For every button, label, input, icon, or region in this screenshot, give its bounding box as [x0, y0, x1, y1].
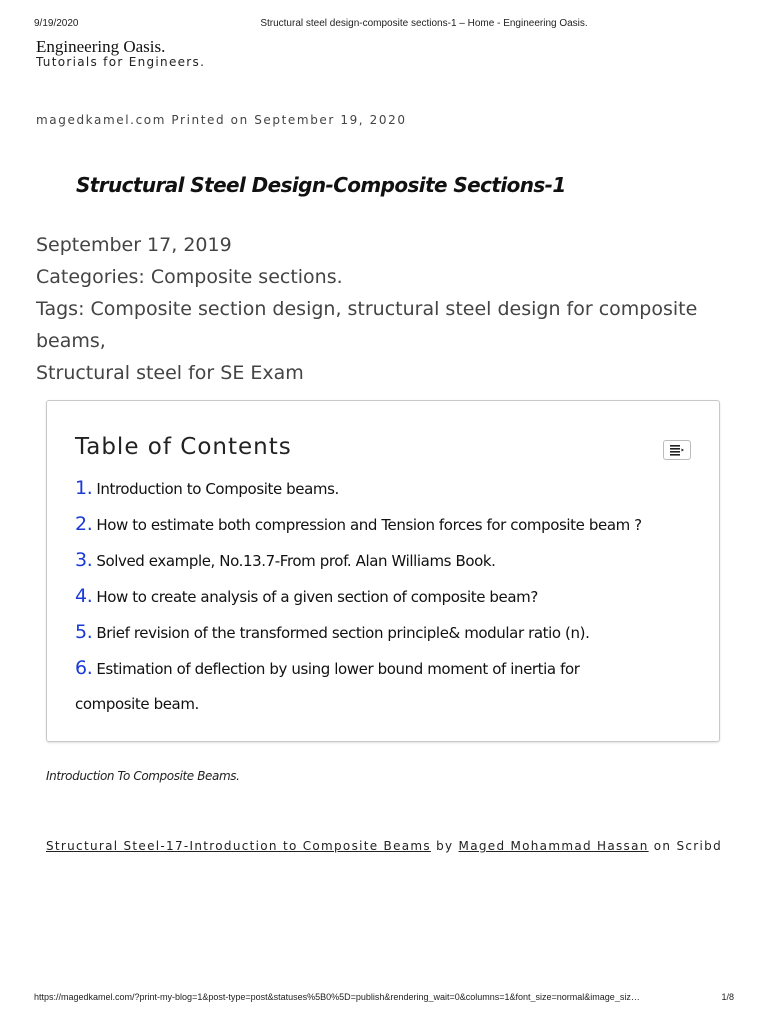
- toc-item-link[interactable]: Solved example, No.13.7-From prof. Alan Williams Book.: [96, 552, 496, 570]
- toc-item[interactable]: [75, 651, 705, 687]
- toc-item-number: 4.: [75, 585, 93, 607]
- printed-on-notice: magedkamel.com Printed on September 19, 2020: [36, 113, 407, 127]
- site-tagline: Tutorials for Engineers.: [36, 55, 206, 69]
- print-header: [0, 18, 768, 32]
- toc-title: Table of Contents: [75, 434, 292, 460]
- toc-item-link[interactable]: Estimation of deflection by using lower bound moment of inertia for: [96, 660, 580, 678]
- post-categories[interactable]: Categories: Composite sections.: [36, 266, 343, 288]
- table-of-contents: [46, 400, 720, 742]
- on-text: on: [653, 839, 672, 853]
- toc-item[interactable]: [75, 471, 705, 507]
- toc-item[interactable]: [75, 615, 705, 651]
- scribd-document-link[interactable]: Structural Steel-17-Introduction to Composite Beams: [46, 839, 431, 853]
- toc-item[interactable]: [75, 543, 705, 579]
- toc-item-number: 3.: [75, 549, 93, 571]
- post-meta: [36, 229, 746, 389]
- section-caption: Introduction To Composite Beams.: [46, 769, 240, 783]
- toc-item-link[interactable]: How to create analysis of a given section of composite beam?: [96, 588, 538, 606]
- toc-item-link[interactable]: Introduction to Composite beams.: [96, 480, 339, 498]
- print-url: https://magedkamel.com/?print-my-blog=1&post-type=post&statuses%5B0%5D=publish&rendering_wait=0&columns=1&font_size=normal&image_siz…: [34, 992, 640, 1002]
- toc-item-number: 6.: [75, 657, 93, 679]
- print-footer: [0, 992, 768, 1006]
- site-title[interactable]: Engineering Oasis.: [36, 37, 166, 56]
- toc-item-continuation[interactable]: [75, 687, 705, 722]
- scribd-author-link[interactable]: Maged Mohammad Hassan: [458, 839, 649, 853]
- toc-item-link[interactable]: Brief revision of the transformed section principle& modular ratio (n).: [96, 624, 590, 642]
- by-text: by: [436, 839, 454, 853]
- list-icon: [669, 444, 685, 456]
- post-title: Structural Steel Design-Composite Sections-1: [76, 173, 566, 197]
- post-tags-line-1[interactable]: Tags: Composite section design, structural steel design for composite beams,: [36, 298, 698, 352]
- post-date: September 17, 2019: [36, 234, 232, 256]
- scribd-embed-credit: [46, 838, 726, 854]
- toc-item[interactable]: [75, 579, 705, 615]
- toc-item-link[interactable]: How to estimate both compression and Tension forces for composite beam ?: [96, 516, 642, 534]
- toc-item-number: 1.: [75, 477, 93, 499]
- list-toggle-icon[interactable]: [663, 440, 691, 460]
- print-date: 9/19/2020: [34, 18, 79, 29]
- toc-list: [75, 471, 705, 722]
- page-number: 1/8: [721, 992, 734, 1002]
- print-page-title: Structural steel design-composite sections-1 – Home - Engineering Oasis.: [260, 18, 588, 29]
- toc-item-link[interactable]: composite beam.: [75, 695, 199, 713]
- scribd-platform: Scribd: [676, 839, 722, 853]
- post-tags-line-2[interactable]: Structural steel for SE Exam: [36, 362, 304, 384]
- toc-item[interactable]: [75, 507, 705, 543]
- toc-item-number: 2.: [75, 513, 93, 535]
- toc-item-number: 5.: [75, 621, 93, 643]
